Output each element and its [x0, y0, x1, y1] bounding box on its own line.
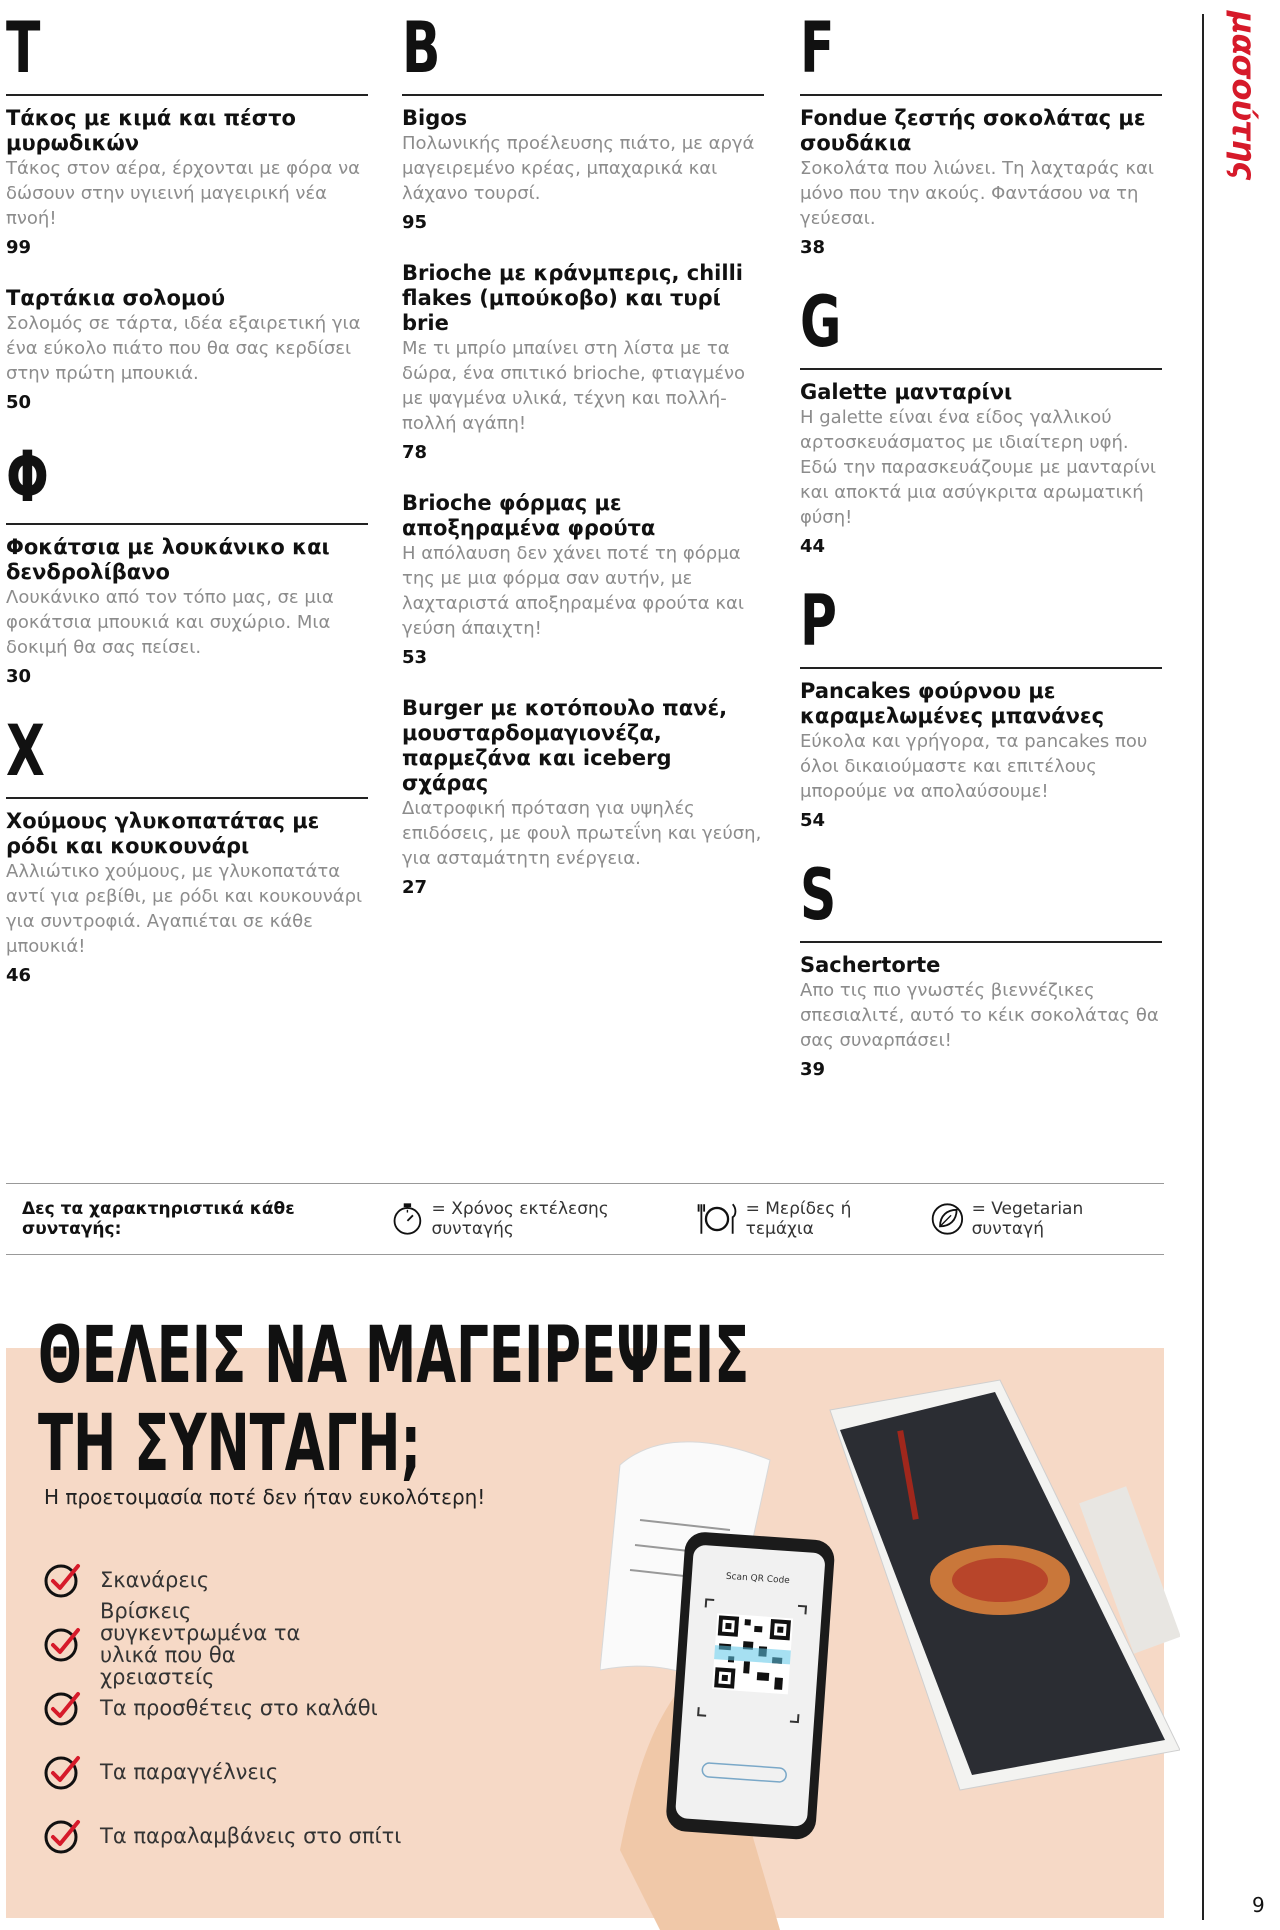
recipe-page: 50	[6, 392, 32, 413]
promo-title-line: ΤΗ ΣΥΝΤΑΓΗ;	[38, 1399, 422, 1489]
recipe-entry[interactable]	[800, 106, 1162, 258]
section-rule	[800, 941, 1162, 943]
recipe-entry[interactable]	[402, 106, 764, 233]
recipe-description: Διατροφική πρόταση για υψηλές επιδόσεις, με φουλ πρωτεΐνη και γεύση, για ασταμάτητη ενέργεια.	[402, 798, 762, 869]
phone-screen-label: Scan QR Code	[725, 1571, 791, 1587]
section-rule	[6, 523, 368, 525]
smartphone	[665, 1531, 836, 1841]
vertical-divider	[1202, 14, 1204, 1920]
recipe-description: Τάκος στον αέρα, έρχονται με φόρα να δώσουν στην υγιεινή μαγειρική νέα πνοή!	[6, 158, 360, 229]
recipe-description: Πολωνικής προέλευσης πιάτο, με αργά μαγειρεμένο κρέας, μπαχαρικά και λάχανο τουρσί.	[402, 133, 755, 204]
recipe-description: Σοκολάτα που λιώνει. Τη λαχταράς και μόνο που την ακούς. Φαντάσου να τη γεύεσαι.	[800, 158, 1154, 229]
section-letter: P	[800, 580, 837, 662]
legend-text: = Vegetarian συνταγή	[971, 1199, 1084, 1239]
recipe-title: Brioche με κράνμπερις, chilli flakes (μπούκοβο) και τυρί brie	[402, 261, 743, 335]
section-letter: T	[6, 7, 41, 89]
section-rule	[800, 667, 1162, 669]
legend-text: = Χρόνος εκτέλεσης συνταγής	[431, 1199, 609, 1239]
recipe-title: Pancakes φούρνου με καραμελωμένες μπανάνες	[800, 679, 1105, 728]
legend-item-vegetarian	[929, 1199, 1146, 1239]
section-b	[402, 7, 764, 898]
promo-step-text: Τα παραλαμβάνεις στο σπίτι	[100, 1824, 402, 1848]
promo-step	[42, 1599, 352, 1689]
recipe-entry[interactable]	[402, 696, 764, 898]
recipe-title: Φοκάτσια με λουκάνικο και δενδρολίβανο	[6, 535, 330, 584]
recipe-entry[interactable]	[800, 380, 1162, 557]
recipe-entry[interactable]	[6, 535, 368, 687]
check-circle-icon	[42, 1560, 82, 1600]
recipe-title: Sachertorte	[800, 953, 941, 977]
recipe-description: Εύκολα και γρήγορα, τα pancakes που όλοι δικαιούμαστε και επιτέλους μπορούμε να απολαύσουμε!	[800, 731, 1148, 802]
legend-item-servings	[694, 1199, 911, 1239]
recipe-description: Με τι μπρίο μπαίνει στη λίστα με τα δώρα, ένα σπιτικό brioche, φτιαγμένο με ψαγμένα υλικά, τέχνη και πολλή-πολλή αγάπη!	[402, 338, 746, 434]
section-letter: B	[402, 7, 441, 89]
recipe-title: Burger με κοτόπουλο πανέ, μουσταρδομαγιονέζα, παρμεζάνα και iceberg σχάρας	[402, 696, 728, 795]
recipe-description: Η απόλαυση δεν χάνει ποτέ τη φόρμα της με μια φόρμα σαν αυτήν, με λαχταριστά αποξηραμένα φρούτα και γεύση άπαιχτη!	[402, 543, 744, 639]
recipe-legend	[6, 1183, 1164, 1255]
legend-item-time	[389, 1199, 676, 1239]
legend-label: Δες τα χαρακτηριστικά κάθε συνταγής:	[22, 1199, 295, 1239]
recipe-entry[interactable]	[402, 491, 764, 668]
recipe-title: Brioche φόρμας με αποξηραμένα φρούτα	[402, 491, 656, 540]
timer-icon	[389, 1199, 426, 1239]
recipe-title: Χούμους γλυκοπατάτας με ρόδι και κουκουνάρι	[6, 809, 320, 858]
section-t	[6, 7, 368, 413]
recipe-entry[interactable]	[800, 953, 1162, 1080]
recipe-entry[interactable]	[6, 286, 368, 413]
section-f	[800, 7, 1162, 258]
check-circle-icon	[42, 1624, 82, 1664]
recipe-entry[interactable]	[402, 261, 764, 463]
promo-step	[42, 1740, 401, 1804]
promo-title-line: ΘΕΛΕΙΣ ΝΑ ΜΑΓΕΙΡΕΨΕΙΣ	[38, 1311, 750, 1401]
page-number: 9	[1252, 1893, 1265, 1917]
recipe-description: Η galette είναι ένα είδος γαλλικού αρτοσκευάσματος με ιδιαίτερη υφή. Εδώ την παρασκευάζουμε με μανταρίνι και αποκτά μια ασύγκριτα αρωματική φύση!	[800, 407, 1156, 528]
promo-steps	[42, 1548, 401, 1868]
section-rule	[6, 797, 368, 799]
magazine-phone-illustration	[600, 1370, 1180, 1930]
section-rule	[402, 94, 764, 96]
recipe-page: 27	[402, 877, 428, 898]
section-letter: Φ	[6, 436, 49, 518]
section-letter: F	[800, 7, 835, 89]
recipe-page: 54	[800, 810, 826, 831]
section-rule	[800, 94, 1162, 96]
section-chi	[6, 710, 368, 986]
promo-step-text: Βρίσκεις συγκεντρωμένα τα υλικά που θα χρειαστείς	[100, 1599, 301, 1689]
recipe-description: Απο τις πιο γνωστές βιεννέζικες σπεσιαλιτέ, αυτό το κέικ σοκολάτας θα σας συναρπάσει!	[800, 980, 1159, 1051]
promo-step-text: Σκανάρεις	[100, 1568, 210, 1592]
promo-step	[42, 1804, 401, 1868]
recipe-description: Σολομός σε τάρτα, ιδέα εξαιρετική για ένα εύκολο πιάτο που θα σας κερδίσει στην πρώτη μπουκιά.	[6, 313, 361, 384]
brand-logo	[1206, 10, 1276, 200]
recipe-page: 38	[800, 237, 826, 258]
section-letter: S	[800, 854, 837, 936]
recipe-page: 39	[800, 1059, 826, 1080]
recipe-page: 99	[6, 237, 32, 258]
recipe-page: 95	[402, 212, 428, 233]
recipe-description: Λουκάνικο από τον τόπο μας, σε μια φοκάτσια μπουκιά και συχώριο. Μια δοκιμή θα σας πείσει.	[6, 587, 334, 658]
index-column-1	[6, 7, 368, 1014]
recipe-entry[interactable]	[6, 106, 368, 258]
section-s	[800, 854, 1162, 1080]
promo-step-text: Τα παραγγέλνεις	[100, 1760, 279, 1784]
recipe-page: 53	[402, 647, 428, 668]
qr-code	[712, 1613, 793, 1694]
section-g	[800, 281, 1162, 557]
recipe-title: Τάκος με κιμά και πέστο μυρωδικών	[6, 106, 296, 155]
recipe-page: 44	[800, 536, 826, 557]
brand-name: μασούτης	[1225, 11, 1263, 180]
section-rule	[6, 94, 368, 96]
section-rule	[800, 368, 1162, 370]
promo-subtitle: Η προετοιμασία ποτέ δεν ήταν ευκολότερη!	[44, 1485, 486, 1509]
plate-cutlery-icon	[694, 1199, 740, 1239]
section-letter: X	[6, 710, 45, 792]
recipe-page: 30	[6, 666, 32, 687]
recipe-title: Ταρτάκια σολομού	[6, 286, 226, 310]
section-phi	[6, 436, 368, 687]
legend-text: = Μερίδες ή τεμάχια	[745, 1199, 852, 1239]
check-circle-icon	[42, 1752, 82, 1792]
recipe-page: 46	[6, 965, 32, 986]
index-column-3	[800, 7, 1162, 1108]
recipe-page: 78	[402, 442, 428, 463]
leaf-icon	[929, 1199, 966, 1239]
recipe-description: Αλλιώτικο χούμους, με γλυκοπατάτα αντί για ρεβίθι, με ρόδι και κουκουνάρι για συντροφιά. Αγαπιέται σε κάθε μπουκιά!	[6, 861, 363, 957]
recipe-title: Bigos	[402, 106, 468, 130]
recipe-title: Galette μανταρίνι	[800, 380, 1013, 404]
index-column-2	[402, 7, 764, 926]
promo-step-text: Τα προσθέτεις στο καλάθι	[100, 1696, 378, 1720]
recipe-entry[interactable]	[6, 809, 368, 986]
recipe-entry[interactable]	[800, 679, 1162, 831]
section-p	[800, 580, 1162, 831]
section-letter: G	[800, 281, 842, 363]
recipe-title: Fondue ζεστής σοκολάτας με σουδάκια	[800, 106, 1146, 155]
check-circle-icon	[42, 1816, 82, 1856]
check-circle-icon	[42, 1688, 82, 1728]
